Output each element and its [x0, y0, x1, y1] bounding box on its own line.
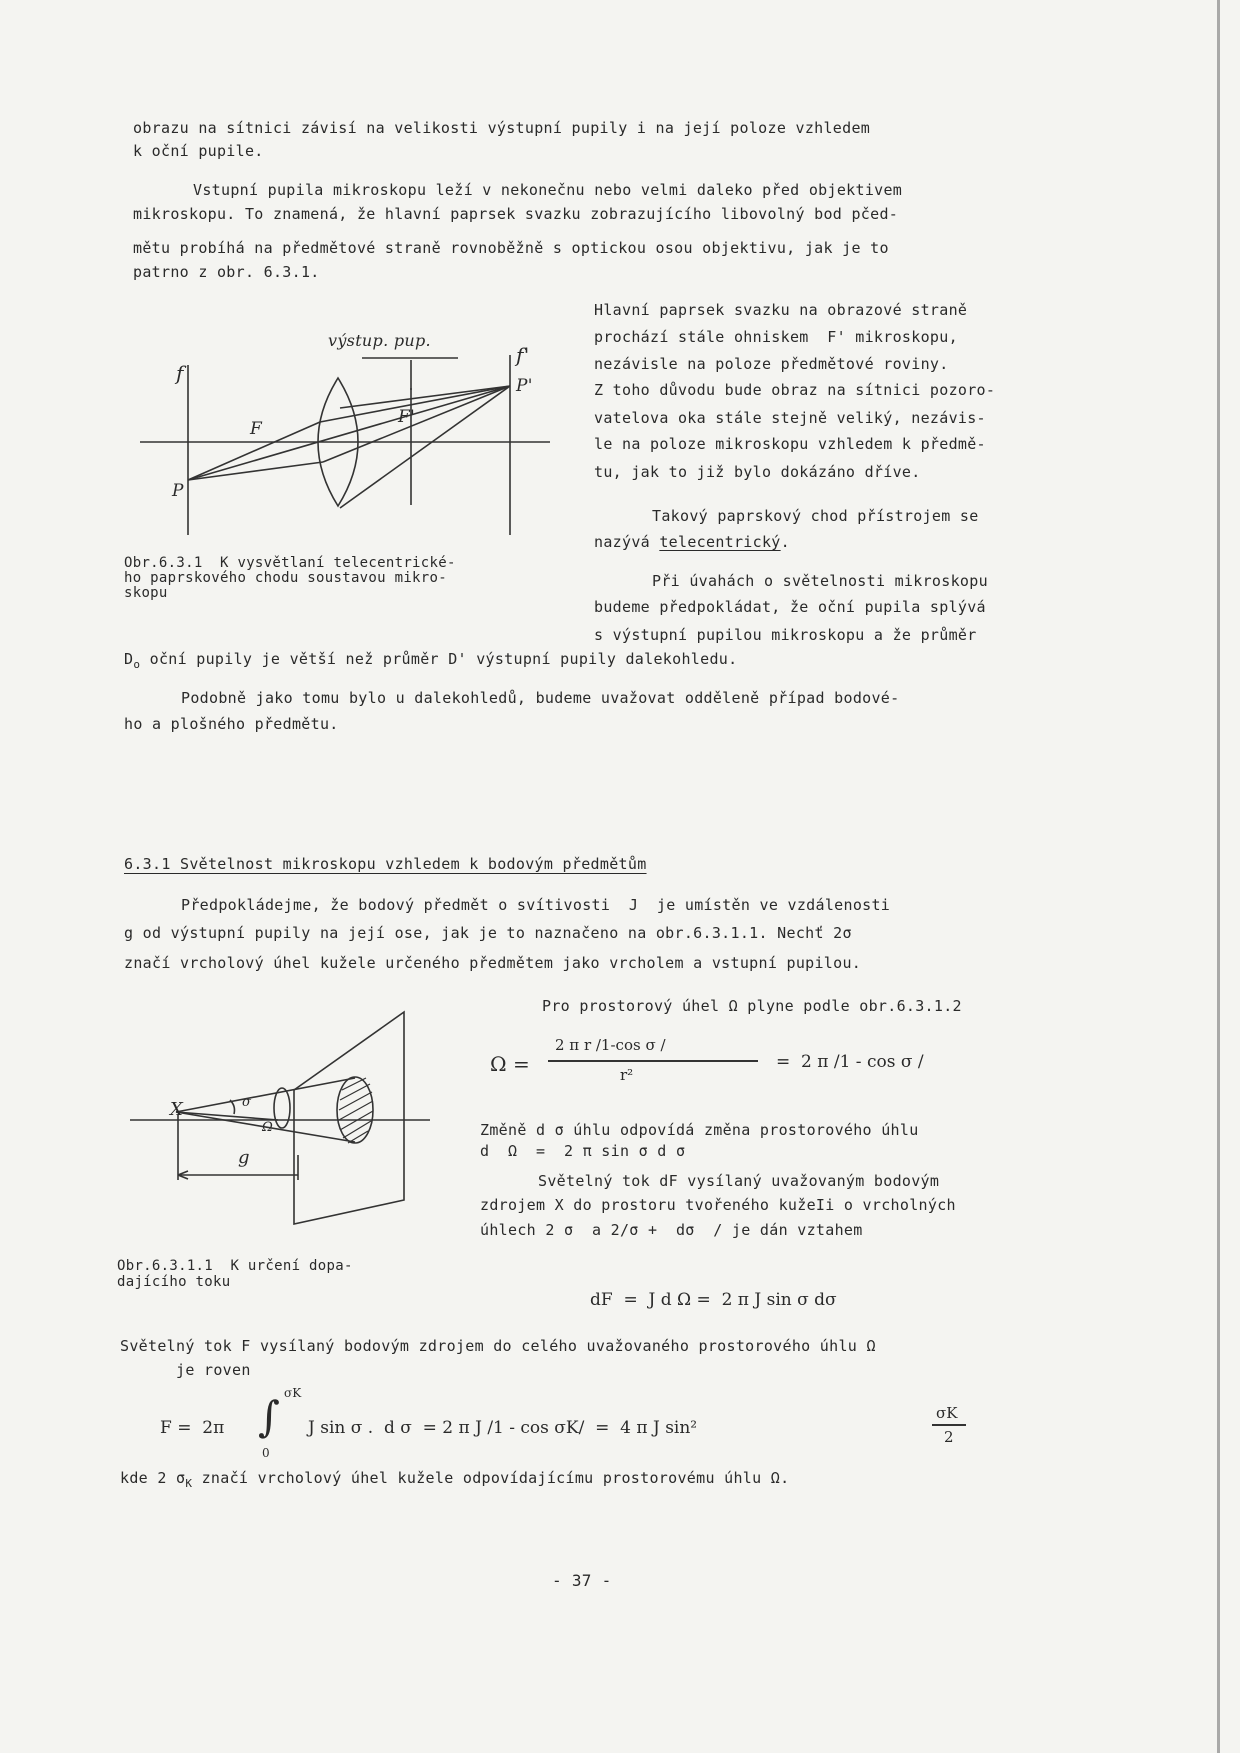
text-line: Hlavní paprsek svazku na obrazové straně — [594, 301, 968, 319]
text-line: Pro prostorový úhel Ω plyne podle obr.6.3.1.2 — [542, 997, 962, 1015]
text-line: le na poloze mikroskopu vzhledem k předmě- — [594, 435, 986, 453]
fraction-bar — [548, 1060, 758, 1062]
fraction-bar — [932, 1424, 966, 1426]
fig1-label-f: f — [176, 361, 184, 385]
text-line: Při úvahách o světelnosti mikroskopu — [652, 572, 988, 590]
integral-upper-limit: σK — [284, 1386, 302, 1400]
fig1-label-F-prime: F' — [398, 407, 416, 427]
term-telecentric: telecentrický — [659, 533, 781, 551]
text-line: úhlech 2 σ a 2/σ + dσ / je dán vztahem — [480, 1221, 863, 1239]
text-line: Předpokládejme, že bodový předmět o svítivosti J je umístěn ve vzdálenosti — [181, 896, 891, 914]
text-line: zdrojem X do prostoru tvořeného kužeΙi o vrcholných — [480, 1196, 956, 1214]
page-number: - 37 - — [552, 1571, 612, 1590]
text-line: Světelný tok F vysílaný bodovým zdrojem do celého uvažovaného prostorového úhlu Ω — [120, 1337, 876, 1355]
text-line: Světelný tok dF vysílaný uvažovaným bodovým — [538, 1172, 940, 1190]
text-line: vatelova oka stále stejně veliký, nezávis- — [594, 409, 986, 427]
pupil-plane — [294, 1012, 404, 1224]
small-cone-section — [274, 1088, 290, 1128]
integral-lower-limit: 0 — [262, 1446, 270, 1460]
text-line: nazývá telecentrický. — [594, 533, 790, 551]
text-line: prochází stále ohniskem F' mikroskopu, — [594, 328, 958, 346]
text-line: ho a plošného předmětu. — [124, 715, 339, 733]
equation-solid-angle-rhs: = 2 π /1 - cos σ / — [776, 1052, 924, 1072]
text-line: kde 2 $\sigma_K$ značí vrcholový úhel kužele odpovídajícímu prostorovému úhlu Ω. — [120, 1469, 790, 1490]
text-line: Změně d σ úhlu odpovídá změna prostorového úhlu — [480, 1121, 919, 1139]
fig1-label-p-prime: P' — [516, 376, 533, 396]
text-line: d Ω = 2 π sin σ d σ — [480, 1142, 686, 1160]
text-line: značí vrcholový úhel kužele určeného předmětem jako vrcholem a vstupní pupilou. — [124, 954, 862, 972]
fig2-label-g: g — [238, 1147, 250, 1168]
figure-caption-line: skopu — [124, 585, 168, 601]
equation-flux-element: dF = J d Ω = 2 π J sin σ dσ — [590, 1290, 837, 1310]
figure-telecentric-diagram — [140, 330, 560, 550]
fig1-label-P: P — [172, 481, 184, 501]
fraction-numerator: σK — [936, 1404, 958, 1422]
equation-solid-angle-lhs: Ω = — [490, 1052, 530, 1076]
fig2-label-X: X — [170, 1099, 184, 1120]
text-line: $D_o$ oční pupily je větší než průměr D' výstupní pupily dalekohledu. — [124, 650, 738, 671]
cone-edge-line — [176, 1078, 355, 1112]
text-line: budeme předpokládat, že oční pupila splývá — [594, 598, 986, 616]
scan-edge-shadow — [1217, 0, 1220, 1753]
text-line: mikroskopu. To znamená, že hlavní paprsek svazku zobrazujícího libovolný bod pčed- — [133, 205, 899, 223]
fig1-label-f-prime: f' — [516, 343, 530, 367]
text-line: Vstupní pupila mikroskopu leží v nekonečnu nebo velmi daleko před objektivem — [193, 181, 903, 199]
equation-total-flux-body: J sin σ . d σ = 2 π J /1 - cos σK/ = 4 π J sin² — [308, 1418, 703, 1438]
fraction-denominator: 2 — [944, 1428, 954, 1446]
text-line: g od výstupní pupily na její ose, jak je to naznačeno na obr.6.3.1.1. Nechť 2σ — [124, 924, 852, 942]
fig1-label-F: F — [250, 419, 263, 439]
equation-solid-angle-numerator: 2 π r /1-cos σ / — [555, 1036, 666, 1054]
figure-caption-line: Obr.6.3.1 K vysvětlaní telecentrické- — [124, 555, 456, 571]
text-line: mětu probíhá na předmětové straně rovnoběžně s optickou osou objektivu, jak je to — [133, 239, 889, 257]
text-line: nezávisle na poloze předmětové roviny. — [594, 355, 949, 373]
text-line: s výstupní pupilou mikroskopu a že průměr — [594, 626, 977, 644]
text-line: Podobně jako tomu bylo u dalekohledů, budeme uvažovat odděleně případ bodové- — [181, 689, 900, 707]
equation-total-flux-lhs: F = 2π — [160, 1418, 225, 1438]
text-line: patrno z obr. 6.3.1. — [133, 263, 320, 281]
fig2-label-sigma: σ — [242, 1095, 252, 1110]
text-line: k oční pupile. — [133, 142, 264, 160]
section-heading: 6.3.1 Světelnost mikroskopu vzhledem k bodovým předmětům — [124, 855, 647, 873]
integral-sign: ∫ — [258, 1392, 280, 1441]
figure-caption-line: ho paprskového chodu soustavou mikro- — [124, 570, 447, 586]
text-line: je roven — [176, 1361, 251, 1379]
fig2-label-omega: Ω — [262, 1120, 274, 1135]
figure-caption-line: dajícího toku — [117, 1274, 231, 1290]
figure-caption-line: Obr.6.3.1.1 K určení dopa- — [117, 1258, 353, 1274]
text-line: Z toho důvodu bude obraz na sítnici pozoro- — [594, 381, 996, 399]
pupil-disc — [337, 1077, 373, 1143]
text-line: Takový paprskový chod přístrojem se — [652, 507, 979, 525]
text-line: obrazu na sítnici závisí na velikosti výstupní pupily i na její poloze vzhledem — [133, 119, 871, 137]
fig1-label-exit-pupil: výstup. pup. — [328, 331, 431, 350]
text-line: tu, jak to již bylo dokázáno dříve. — [594, 463, 921, 481]
equation-solid-angle-denominator: r² — [620, 1066, 634, 1084]
